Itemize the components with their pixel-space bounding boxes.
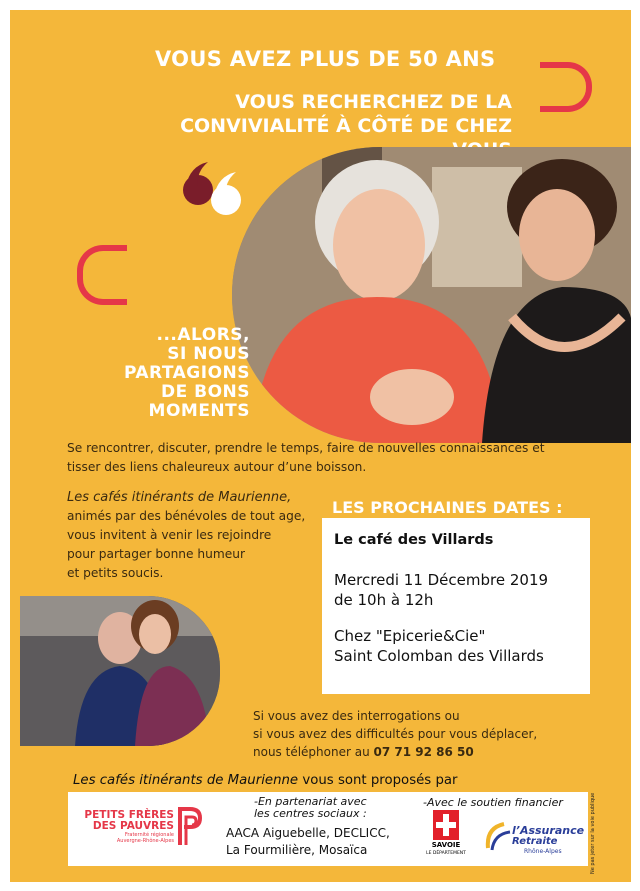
- carsat-name: l’Assurance: [512, 824, 585, 837]
- red-bracket-decoration-left: [77, 245, 127, 305]
- slogan: [80, 326, 250, 421]
- partner-line: AACA Aiguebelle, DECLICC,: [226, 826, 390, 840]
- partners-panel: [68, 792, 588, 866]
- headline-line-a: VOUS RECHERCHEZ DE LA: [235, 91, 512, 113]
- seniors-photo-illustration: [232, 147, 631, 443]
- headline-line-b: CONVIVIALITÉ À CÔTÉ DE CHEZ: [180, 115, 512, 137]
- savoie-departement: LE DÉPARTEMENT: [426, 851, 466, 856]
- footer-title: [73, 773, 458, 788]
- phone-number: 07 71 92 86 50: [373, 745, 474, 759]
- petits-freres-logo-text: [84, 810, 174, 844]
- slogan-line: SI NOUS: [167, 344, 250, 364]
- partner-intro: -En partenariat avec: [254, 795, 367, 808]
- pfdp-name: PETITS FRÈRES: [84, 809, 174, 821]
- slogan-line: PARTAGIONS: [123, 363, 250, 383]
- event-info-box: [322, 518, 590, 694]
- partner-intro: les centres sociaux :: [254, 807, 367, 820]
- cafes-line: et petits soucis.: [67, 566, 164, 580]
- savoie-name: SAVOIE: [431, 841, 461, 849]
- slogan-line: ...ALORS,: [156, 325, 250, 345]
- poster: [10, 10, 631, 882]
- cafes-description: [67, 488, 327, 583]
- savoie-logo: [423, 810, 469, 858]
- quote-marks-icon: [178, 160, 248, 222]
- slogan-line: MOMENTS: [148, 401, 250, 421]
- cafes-line: pour partager bonne humeur: [67, 547, 245, 561]
- financial-support-label: -Avec le soutien financier: [423, 796, 563, 809]
- pfdp-sub: Fraternité régionale: [124, 832, 174, 838]
- headline-age: VOUS AVEZ PLUS DE 50 ANS: [155, 47, 496, 71]
- event-date: Mercredi 11 Décembre 2019: [334, 571, 549, 589]
- red-bracket-decoration: [540, 62, 592, 112]
- savoie-cross-icon: [433, 810, 459, 840]
- pfdp-sub: Auvergne-Rhône-Alpes: [116, 838, 174, 844]
- petits-freres-logo-icon: [176, 805, 204, 845]
- footer-title-italic: Les cafés itinérants de Maurienne: [73, 773, 299, 788]
- contact-phone-line: [253, 743, 573, 761]
- carsat-region: Rhône-Alpes: [524, 848, 562, 855]
- footer-title-rest: vous sont proposés par: [298, 773, 458, 788]
- contact-info: [253, 707, 573, 761]
- seniors-photo: [232, 147, 631, 443]
- assurance-retraite-swirl-icon: [484, 818, 512, 854]
- vertical-disclaimer: Ne pas jeter sur la voie publique: [590, 792, 596, 874]
- social-centers: [226, 796, 391, 859]
- intro-paragraph: Se rencontrer, discuter, prendre le temps, faire de nouvelles connaissances et tisser des liens chaleureux autour d’une boisson.: [67, 441, 545, 474]
- cafes-line: vous invitent à venir les rejoindre: [67, 528, 272, 542]
- contact-line: Si vous avez des interrogations ou: [253, 709, 460, 723]
- cafes-lead: Les cafés itinérants de Maurienne,: [67, 490, 292, 505]
- event-name: Le café des Villards: [334, 532, 494, 548]
- slogan-line: DE BONS: [160, 382, 250, 402]
- volunteer-photo-illustration: [20, 596, 220, 746]
- assurance-retraite-logo: [482, 810, 585, 860]
- event-town: Saint Colomban des Villards: [334, 647, 544, 665]
- partner-list: [226, 825, 391, 859]
- pfdp-name: DES PAUVRES: [92, 820, 174, 832]
- carsat-name: Retraite: [512, 836, 558, 847]
- next-dates-title: LES PROCHAINES DATES :: [332, 498, 563, 517]
- event-place: Chez "Epicerie&Cie": [334, 627, 486, 645]
- contact-phone-label: nous téléphoner au: [253, 745, 370, 759]
- contact-line: si vous avez des difficultés pour vous déplacer,: [253, 727, 538, 741]
- event-time: de 10h à 12h: [334, 591, 434, 609]
- volunteer-photo: [20, 596, 220, 746]
- cafes-line: animés par des bénévoles de tout age,: [67, 509, 306, 523]
- partner-line: La Fourmilière, Mosaïca: [226, 843, 368, 857]
